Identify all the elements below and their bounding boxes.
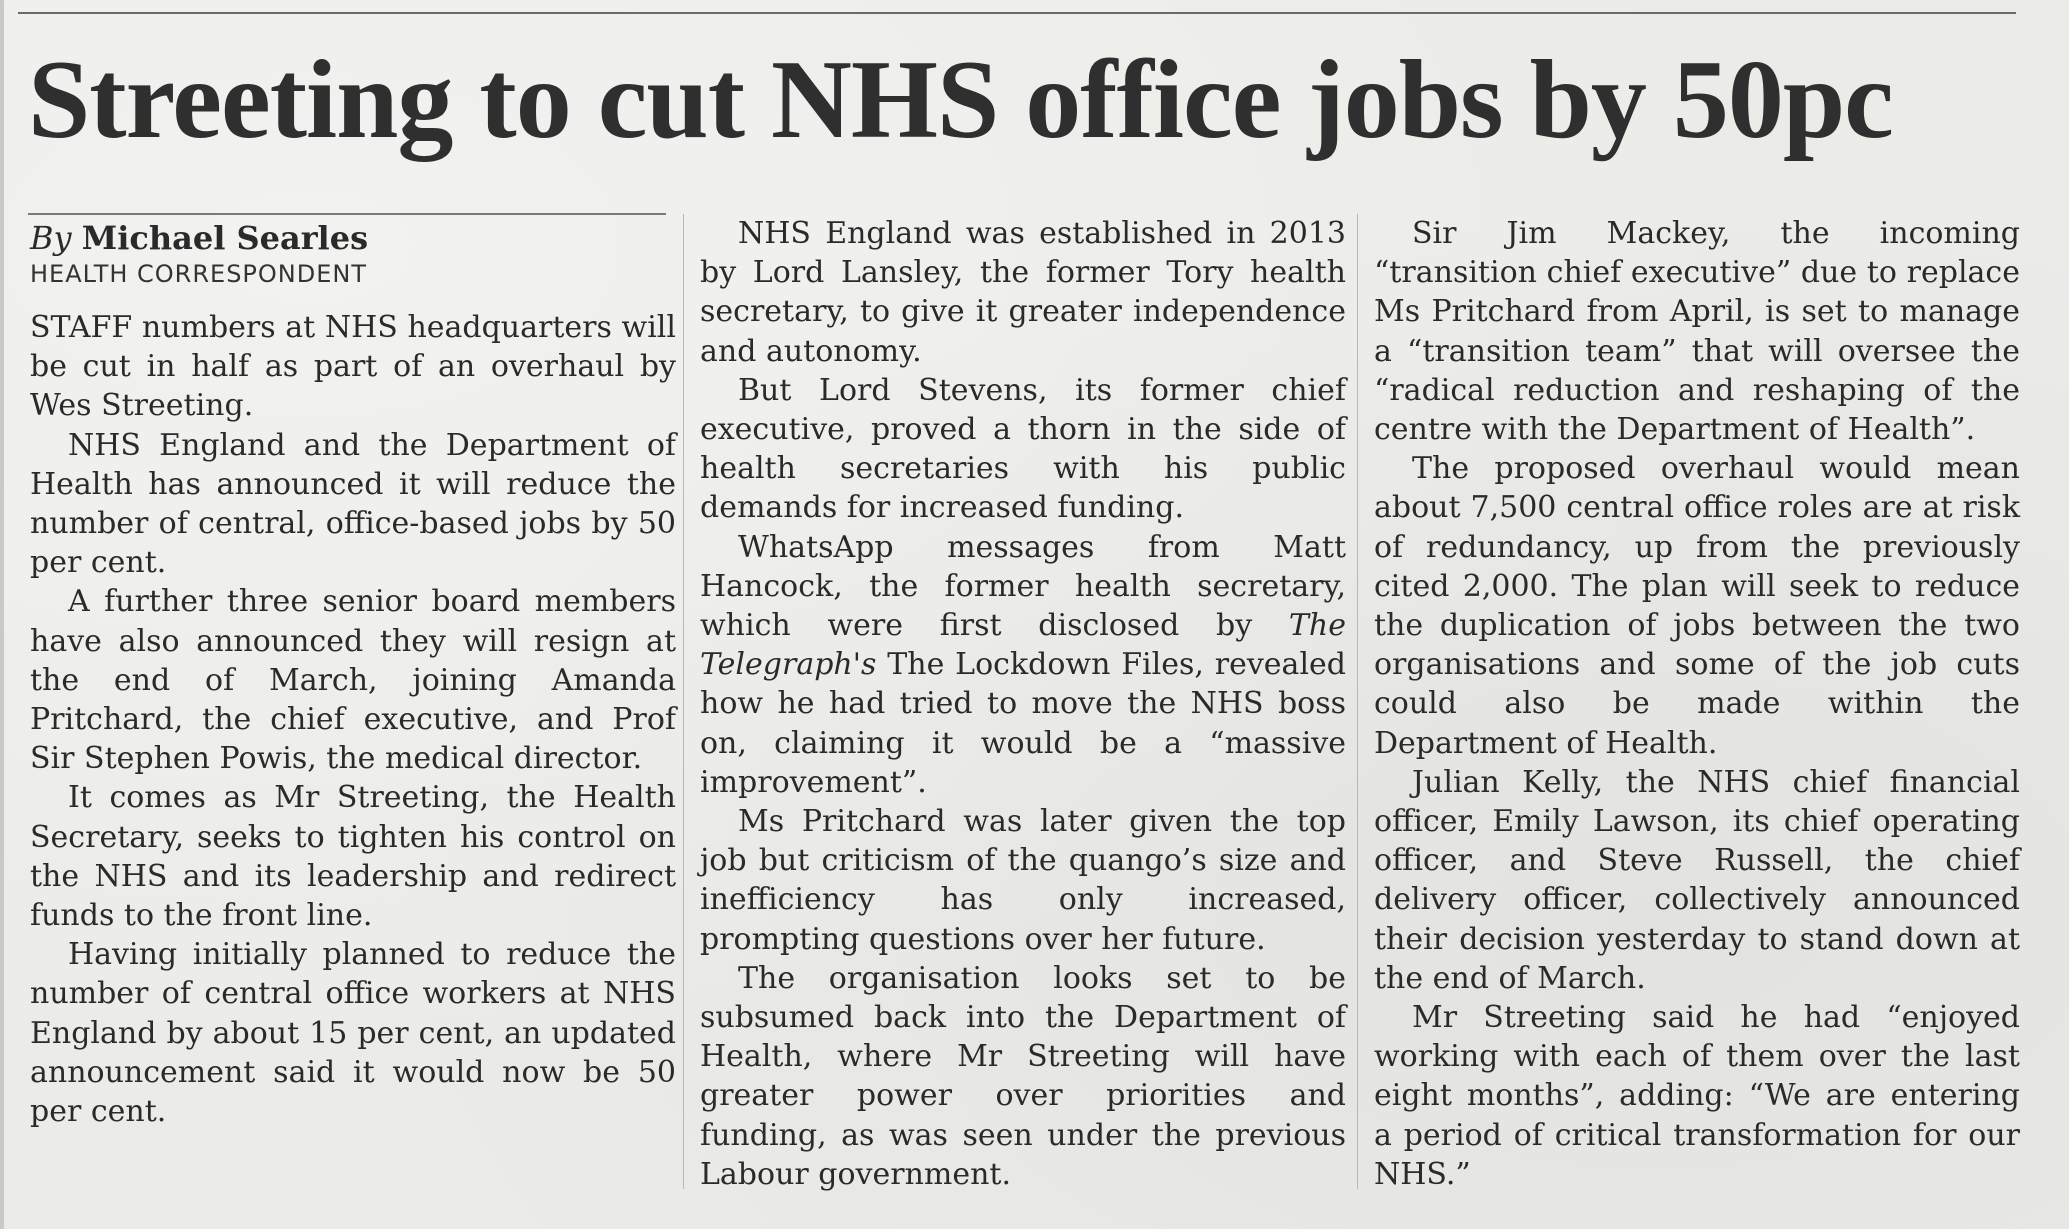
page-edge xyxy=(0,0,4,1229)
article-paragraph: It comes as Mr Streeting, the Health Secretary, seeks to tighten his control on the NHS and its leadership and redirect funds to the front line. xyxy=(30,780,676,934)
article-paragraph: But Lord Stevens, its former chief executive, proved a thorn in the side of health secretaries with his public demands for increased funding. xyxy=(700,372,1346,526)
paragraph-text: The Lockdown Files, revealed how he had tried to move the NHS boss on, claiming it would be a “massive improvement”. xyxy=(700,647,1346,800)
article-paragraph: NHS England was established in 2013 by Lord Lansley, the former Tory health secretary, to give it greater independence and autonomy. xyxy=(700,216,1346,369)
column-separator xyxy=(683,214,684,1189)
headline: Streeting to cut NHS office jobs by 50pc xyxy=(28,38,1893,162)
article-paragraph: Sir Jim Mackey, the incoming “transition chief executive” due to replace Ms Pritchard from April, is set to manage a “transition team” that will oversee the “radical reduction and reshaping of the centre with the Department of Health”. xyxy=(1374,216,2020,448)
article-paragraph: Ms Pritchard was later given the top job but criticism of the quango’s size and inefficiency has only increased, prompting questions over her future. xyxy=(700,804,1346,957)
article-column-1 xyxy=(30,218,676,1131)
article-column-3 xyxy=(1374,214,2020,1194)
paragraph-text: WhatsApp messages from Matt Hancock, the former health secretary, which were first disclosed by xyxy=(700,529,1346,644)
article-paragraph: Mr Streeting said he had “enjoyed working with each of them over the last eight months”, adding: “We are entering a period of critical transformation for our NHS.” xyxy=(1374,1000,2020,1192)
byline-role: HEALTH CORRESPONDENT xyxy=(30,260,368,288)
article-paragraph: The proposed overhaul would mean about 7,500 central office roles are at risk of redundancy, up from the previously cited 2,000. The plan will seek to reduce the duplication of jobs between the two organisations and some of the job cuts could also be made within the Department of Health. xyxy=(1374,451,2020,761)
article-paragraph: Having initially planned to reduce the number of central office workers at NHS England by about 15 per cent, an updated announcement said it would now be 50 per cent. xyxy=(30,937,676,1130)
article-column-2 xyxy=(700,214,1346,1194)
article-paragraph xyxy=(700,528,1346,802)
byline-by: By xyxy=(30,219,72,257)
article-paragraph: The organisation looks set to be subsumed back into the Department of Health, where Mr Streeting will have greater power over priorities and funding, as was seen under the previous Labour government. xyxy=(700,960,1346,1192)
publication-name: The Telegraph's xyxy=(700,608,1346,683)
article-paragraph: NHS England and the Department of Health has announced it will reduce the number of central, office-based jobs by 50 per cent. xyxy=(30,427,676,581)
column-separator xyxy=(1357,214,1358,1189)
article-paragraph: Julian Kelly, the NHS chief financial officer, Emily Lawson, its chief operating officer, and Steve Russell, the chief delivery officer, collectively announced their decision yesterday to stand down at the end of March. xyxy=(1374,764,2020,996)
article-paragraph: STAFF numbers at NHS headquarters will be cut in half as part of an overhaul by Wes Streeting. xyxy=(30,310,676,424)
top-rule xyxy=(18,12,2016,14)
article-paragraph: A further three senior board members have also announced they will resign at the end of March, joining Amanda Pritchard, the chief executive, and Prof Sir Stephen Powis, the medical director. xyxy=(30,584,676,777)
byline xyxy=(30,218,676,258)
byline-rule xyxy=(28,213,666,215)
byline-author: Michael Searles xyxy=(81,219,369,257)
